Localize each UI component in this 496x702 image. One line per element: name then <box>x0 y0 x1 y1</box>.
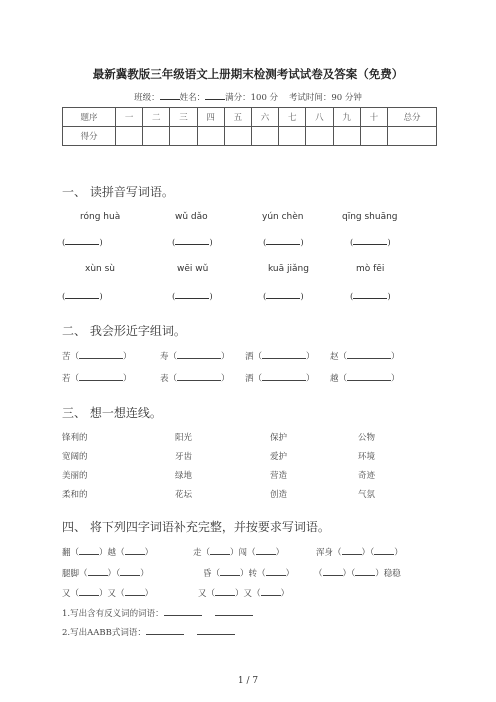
pinyin: wǔ dǎo <box>175 212 208 222</box>
match-word[interactable]: 绿地 <box>175 471 193 481</box>
score-header-cell: 七 <box>279 108 306 127</box>
match-word[interactable]: 阳光 <box>175 433 193 443</box>
match-word[interactable]: 宽阔的 <box>62 452 88 462</box>
answer-blank[interactable] <box>177 372 221 381</box>
match-word[interactable]: 爱护 <box>270 452 288 462</box>
answer-blank[interactable]: ( ) <box>350 238 391 248</box>
score-cell[interactable] <box>333 127 360 146</box>
match-word[interactable]: 美丽的 <box>62 471 88 481</box>
class-label: 班级： <box>134 93 160 103</box>
score-table <box>62 107 437 146</box>
answer-blank[interactable] <box>164 607 202 616</box>
match-word[interactable]: 保护 <box>270 433 288 443</box>
page-number: 1 / 7 <box>237 676 259 686</box>
pinyin: kuā jiǎng <box>268 264 309 274</box>
score-header-cell: 二 <box>143 108 170 127</box>
section2-heading: 二、 我会形近字组词。 <box>62 324 186 338</box>
answer-blank[interactable] <box>262 350 306 359</box>
score-cell[interactable] <box>251 127 278 146</box>
score-header-cell: 十 <box>360 108 387 127</box>
idiom-blank: 又（ ）又（ ） <box>198 589 290 599</box>
answer-blank[interactable]: ( ) <box>350 292 391 302</box>
idiom-blank: 腿脚（ ）（ ） <box>62 569 149 579</box>
score-header-cell: 六 <box>251 108 278 127</box>
pinyin: róng huà <box>80 212 121 222</box>
match-word[interactable]: 环境 <box>358 452 376 462</box>
idiom-blank: 翻（ ）越（ ） <box>62 548 154 558</box>
answer-blank[interactable] <box>347 372 391 381</box>
pinyin: xùn sù <box>85 264 115 274</box>
idiom-blank: 昏（ ）转（ ） <box>203 569 295 579</box>
answer-blank[interactable] <box>79 372 123 381</box>
section3-heading: 三、 想一想连线。 <box>62 406 162 420</box>
answer-blank[interactable]: ( ) <box>62 292 103 302</box>
score-row-label: 得分 <box>63 127 116 146</box>
match-word[interactable]: 奇迹 <box>358 471 376 481</box>
answer-blank[interactable] <box>347 350 391 359</box>
match-word[interactable]: 公物 <box>358 433 376 443</box>
idiom-blank: （ ）（ ）稳稳 <box>314 569 401 579</box>
answer-blank[interactable] <box>197 626 235 635</box>
answer-blank[interactable] <box>215 607 253 616</box>
match-word[interactable]: 柔和的 <box>62 490 88 500</box>
idiom-blank: 浑身（ ）（ ） <box>316 548 403 558</box>
score-header-cell: 一 <box>116 108 143 127</box>
char-group: 苦（ ） <box>62 352 132 362</box>
score-header-cell: 八 <box>306 108 333 127</box>
score-cell[interactable] <box>279 127 306 146</box>
score-cell[interactable] <box>360 127 387 146</box>
score-header-cell: 题序 <box>63 108 116 127</box>
question-1: 1.写出含有反义词的词语： <box>62 607 253 619</box>
score-header-cell: 四 <box>197 108 224 127</box>
score-header-cell: 三 <box>170 108 197 127</box>
score-header-cell: 九 <box>333 108 360 127</box>
score-cell[interactable] <box>170 127 197 146</box>
score-value-row <box>63 127 437 146</box>
question-2: 2.写出AABB式词语： <box>62 626 235 638</box>
section4-heading: 四、 将下列四字词语补充完整，并按要求写词语。 <box>62 520 330 534</box>
score-cell[interactable] <box>197 127 224 146</box>
full-score: 满分：100 分 <box>225 93 279 103</box>
page-title: 最新冀教版三年级语文上册期末检测考试试卷及答案（免费） <box>92 67 404 81</box>
answer-blank[interactable]: ( ) <box>172 238 213 248</box>
idiom-blank: 走（ ）闯（ ） <box>193 548 285 558</box>
char-group: 赵（ ） <box>330 352 400 362</box>
char-group: 表（ ） <box>160 374 230 384</box>
score-cell[interactable] <box>116 127 143 146</box>
char-group: 洒（ ） <box>245 352 315 362</box>
answer-blank[interactable]: ( ) <box>263 292 304 302</box>
exam-meta <box>0 90 496 103</box>
section1-heading: 一、 读拼音写词语。 <box>62 185 174 199</box>
char-group: 洒（ ） <box>245 374 315 384</box>
pinyin: qīng shuāng <box>342 212 398 222</box>
score-cell[interactable] <box>306 127 333 146</box>
score-header-row <box>63 108 437 127</box>
answer-blank[interactable]: ( ) <box>172 292 213 302</box>
match-word[interactable]: 花坛 <box>175 490 193 500</box>
char-group: 寿（ ） <box>160 352 230 362</box>
pinyin: yún chèn <box>262 212 304 222</box>
match-word[interactable]: 锋利的 <box>62 433 88 443</box>
char-group: 越（ ） <box>330 374 400 384</box>
char-group: 若（ ） <box>62 374 132 384</box>
score-header-cell: 总分 <box>388 108 437 127</box>
name-label: 姓名： <box>179 93 206 103</box>
answer-blank[interactable] <box>262 372 306 381</box>
answer-blank[interactable]: ( ) <box>263 238 304 248</box>
score-cell[interactable] <box>224 127 251 146</box>
match-word[interactable]: 创造 <box>270 490 288 500</box>
pinyin: mò fēi <box>356 264 385 274</box>
exam-time: 考试时间：90 分钟 <box>288 93 362 103</box>
answer-blank[interactable] <box>177 350 221 359</box>
match-word[interactable]: 气氛 <box>358 490 376 500</box>
answer-blank[interactable]: ( ) <box>62 238 103 248</box>
match-word[interactable]: 营造 <box>270 471 288 481</box>
class-blank[interactable] <box>160 90 180 100</box>
answer-blank[interactable] <box>146 626 184 635</box>
pinyin: wēi wǔ <box>177 264 209 274</box>
match-word[interactable]: 牙齿 <box>175 452 193 462</box>
score-header-cell: 五 <box>224 108 251 127</box>
idiom-blank: 又（ ）又（ ） <box>62 589 154 599</box>
score-cell[interactable] <box>388 127 437 146</box>
answer-blank[interactable] <box>79 350 123 359</box>
name-blank[interactable] <box>205 90 225 100</box>
score-cell[interactable] <box>143 127 170 146</box>
